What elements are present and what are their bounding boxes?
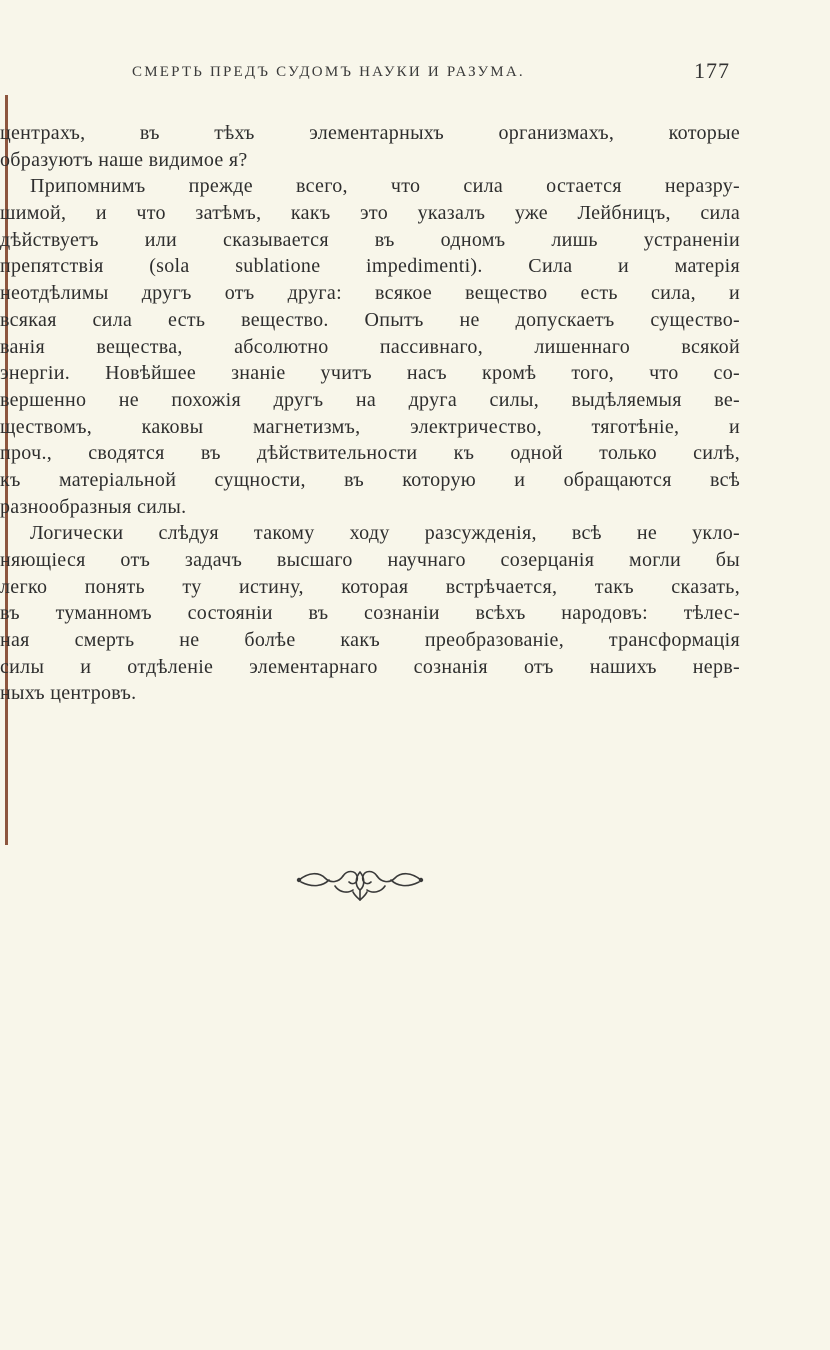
text-line: проч., сводятся въ дѣйствительности къ одной только силѣ, — [0, 442, 740, 465]
text-line: ная смерть не болѣе какъ преобразованіе, трансформація — [0, 629, 740, 652]
text-line: препятствія (sola sublatione impedimenti). Сила и матерія — [0, 255, 740, 278]
text-line: дѣйствуетъ или сказывается въ одномъ лишь устраненіи — [0, 228, 740, 251]
text-line: вершенно не похожія другъ на друга силы, выдѣляемыя ве- — [0, 388, 740, 411]
text-line: легко понять ту истину, которая встрѣчается, такъ сказать, — [0, 575, 740, 598]
text-line: въ туманномъ состояніи въ сознаніи всѣхъ народовъ: тѣлес- — [0, 602, 740, 625]
text-line: ществомъ, каковы магнетизмъ, электричество, тяготѣніе, и — [0, 415, 740, 438]
floral-vignette-icon — [295, 866, 425, 906]
text-line: Припомнимъ прежде всего, что сила остается неразру- — [30, 175, 740, 198]
text-line: Логически слѣдуя такому ходу разсужденія, всѣ не укло- — [30, 522, 740, 545]
text-line: образуютъ наше видимое я? — [0, 148, 248, 171]
running-title: СМЕРТЬ ПРЕДЪ СУДОМЪ НАУКИ И РАЗУМА. — [132, 64, 525, 80]
page-number: 177 — [694, 58, 730, 83]
body-text — [0, 120, 740, 707]
text-line: шимой, и что затѣмъ, какъ это указалъ уже Лейбницъ, сила — [0, 202, 740, 225]
text-line: къ матеріальной сущности, въ которую и обращаются всѣ — [0, 468, 740, 491]
text-line: ванія вещества, абсолютно пассивнаго, лишеннаго всякой — [0, 335, 740, 358]
page-header — [0, 58, 830, 88]
text-line: разнообразныя силы. — [0, 495, 187, 518]
text-line: няющіеся отъ задачъ высшаго научнаго созерцанія могли бы — [0, 549, 740, 571]
text-line: центрахъ, въ тѣхъ элементарныхъ организмахъ, которые — [0, 122, 740, 144]
text-line: всякая сила есть вещество. Опытъ не допускаетъ существо- — [0, 308, 740, 331]
text-line: силы и отдѣленіе элементарнаго сознанія отъ нашихъ нерв- — [0, 655, 740, 678]
text-line: ныхъ центровъ. — [0, 682, 137, 705]
text-line: энергіи. Новѣйшее знаніе учитъ насъ кромѣ того, что со- — [0, 362, 740, 385]
text-line: неотдѣлимы другъ отъ друга: всякое вещество есть сила, и — [0, 282, 740, 305]
